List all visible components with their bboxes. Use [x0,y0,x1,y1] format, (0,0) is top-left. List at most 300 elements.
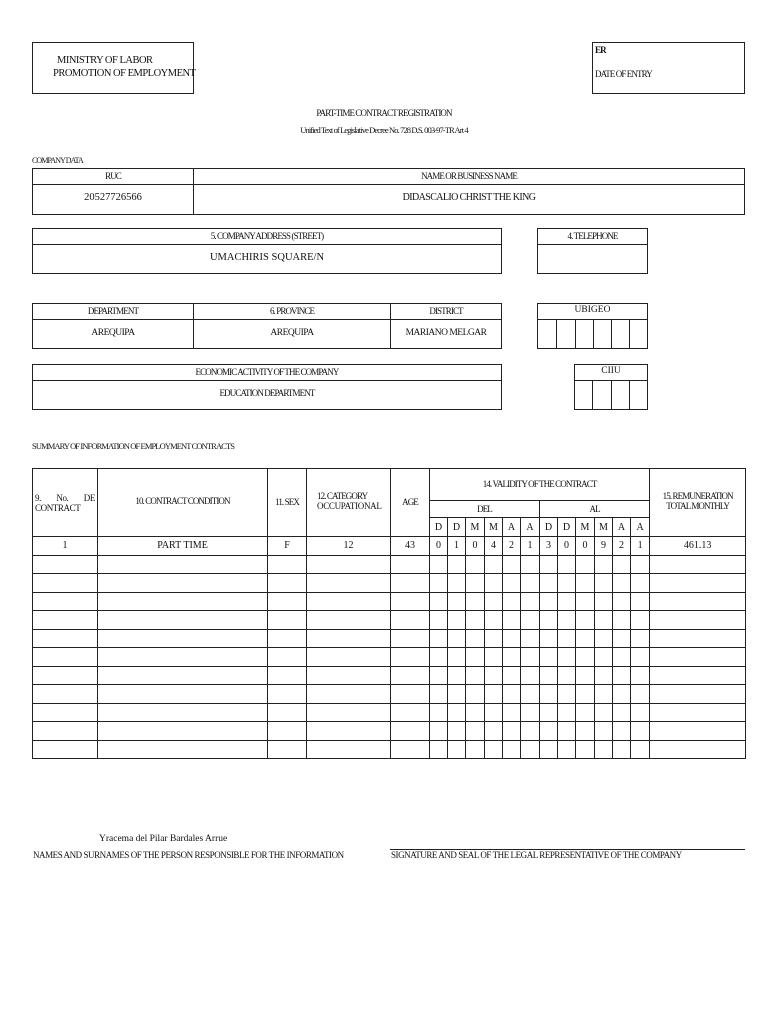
date-letter-cell: D [448,518,466,537]
empty-cell [98,611,268,630]
empty-cell [558,666,576,685]
empty-cell [98,666,268,685]
address-value: UMACHIRIS SQUARE/N [209,252,325,263]
empty-cell [268,722,307,741]
location-box [32,303,502,349]
empty-cell [576,574,595,593]
district-value: MARIANO MELGAR [405,328,487,338]
ministry-name: MINISTRY OF LABOR [57,55,153,66]
table-row-empty [33,740,746,759]
remuneration-cell: 461.13 [650,537,746,556]
empty-cell [485,648,503,667]
empty-cell [33,611,98,630]
empty-cell [503,592,521,611]
responsible-name: Yracema del Pilar Bardales Arrue [99,834,228,844]
date-letter-cell: M [595,518,613,537]
empty-cell [98,574,268,593]
empty-cell [503,555,521,574]
table-row-empty [33,703,746,722]
empty-cell [540,685,558,704]
empty-cell [307,592,391,611]
empty-cell [576,740,595,759]
empty-cell [631,740,650,759]
header-contract-no [33,469,98,537]
header-del-label: DEL [477,503,492,514]
empty-cell [540,648,558,667]
empty-cell [391,740,430,759]
contract-no-cell: 1 [33,537,98,556]
empty-cell [613,666,631,685]
empty-cell [391,685,430,704]
date-letter-cell: M [466,518,485,537]
empty-cell [613,685,631,704]
contracts-table [32,468,746,759]
promotion-name: PROMOTION OF EMPLOYMENT [53,68,196,79]
empty-cell [521,611,540,630]
empty-cell [307,611,391,630]
empty-cell [430,703,448,722]
header-al [540,501,650,518]
empty-cell [631,629,650,648]
ciiu-label: CIIU [601,366,621,376]
address-label: 5. COMPANY ADDRESS (STREET) [210,231,324,241]
header-contract-no-b: No. [56,492,69,503]
sex-cell: F [268,537,307,556]
empty-cell [540,666,558,685]
table-row-empty [33,666,746,685]
empty-cell [576,592,595,611]
empty-cell [558,703,576,722]
table-row-empty [33,574,746,593]
empty-cell [595,666,613,685]
form-subtitle: Unified Text of Legislative Decree No. 728 D.S. 003-97-TR Art 4 [300,125,468,135]
empty-cell [650,629,746,648]
empty-cell [503,703,521,722]
empty-cell [558,555,576,574]
empty-cell [503,574,521,593]
date-letter-cell: A [631,518,650,537]
empty-cell [595,740,613,759]
empty-cell [595,629,613,648]
empty-cell [466,722,485,741]
empty-cell [631,685,650,704]
empty-cell [33,722,98,741]
empty-cell [595,555,613,574]
empty-cell [503,666,521,685]
empty-cell [448,722,466,741]
empty-cell [613,703,631,722]
date-digit-cell: 9 [595,537,613,556]
header-contract-no-a: 9. [35,492,41,503]
date-digit-cell: 3 [540,537,558,556]
empty-cell [391,574,430,593]
responsible-label: NAMES AND SURNAMES OF THE PERSON RESPONSIBLE FOR THE INFORMATION [33,850,344,860]
empty-cell [307,666,391,685]
department-value: AREQUIPA [91,328,135,338]
form-title: PART-TIME CONTRACT REGISTRATION [316,108,452,118]
table-row-empty [33,722,746,741]
empty-cell [595,722,613,741]
address-box [32,228,502,274]
empty-cell [576,611,595,630]
empty-cell [576,666,595,685]
empty-cell [33,648,98,667]
empty-cell [448,685,466,704]
telephone-label: 4. TELEPHONE [567,231,618,241]
empty-cell [595,611,613,630]
empty-cell [307,685,391,704]
empty-cell [503,611,521,630]
empty-cell [650,611,746,630]
empty-cell [650,685,746,704]
empty-cell [98,722,268,741]
empty-cell [485,740,503,759]
empty-cell [521,740,540,759]
date-digit-cell: 1 [521,537,540,556]
empty-cell [430,685,448,704]
activity-box [32,364,502,410]
date-digit-cell: 2 [503,537,521,556]
empty-cell [391,611,430,630]
empty-cell [307,574,391,593]
header-category-b: OCCUPATIONAL [317,501,382,511]
header-remuneration-a: 15. REMUNERATION [662,491,733,501]
ministry-box [32,42,194,94]
empty-cell [576,555,595,574]
empty-cell [631,703,650,722]
empty-cell [466,740,485,759]
empty-cell [503,722,521,741]
empty-cell [521,592,540,611]
empty-cell [430,592,448,611]
empty-cell [430,555,448,574]
empty-cell [391,703,430,722]
activity-value: EDUCATION DEPARTMENT [219,388,315,398]
date-letter-cell: D [540,518,558,537]
empty-cell [268,648,307,667]
empty-cell [485,611,503,630]
empty-cell [521,666,540,685]
empty-cell [466,666,485,685]
date-letter-cell: M [485,518,503,537]
header-age [391,469,430,537]
empty-cell [485,666,503,685]
header-category-a: 12. CATEGORY [317,491,368,501]
empty-cell [448,592,466,611]
empty-cell [448,555,466,574]
empty-cell [268,685,307,704]
date-letter-cell: M [576,518,595,537]
empty-cell [307,703,391,722]
empty-cell [540,574,558,593]
empty-cell [98,703,268,722]
empty-cell [631,592,650,611]
empty-cell [521,629,540,648]
empty-cell [391,722,430,741]
activity-label: ECONOMIC ACTIVITY OF THE COMPANY [195,367,339,377]
header-contract-no-d: CONTRACT [35,502,81,513]
empty-cell [485,592,503,611]
entry-box [592,42,745,94]
header-al-label: AL [589,503,600,514]
empty-cell [485,685,503,704]
empty-cell [430,648,448,667]
summary-label: SUMMARY OF INFORMATION OF EMPLOYMENT CONTRACTS [32,441,235,451]
empty-cell [448,574,466,593]
ubigeo-label: UBIGEO [574,305,611,315]
empty-cell [558,722,576,741]
empty-cell [485,703,503,722]
empty-cell [430,722,448,741]
date-digit-cell: 0 [558,537,576,556]
table-row-empty [33,648,746,667]
date-letter-cell: D [558,518,576,537]
empty-cell [558,685,576,704]
ruc-business-box [32,168,745,215]
empty-cell [448,611,466,630]
date-letter-cell: D [430,518,448,537]
empty-cell [391,555,430,574]
empty-cell [576,629,595,648]
table-row-empty [33,685,746,704]
header-sex [268,469,307,537]
empty-cell [503,648,521,667]
empty-cell [307,722,391,741]
empty-cell [307,629,391,648]
table-row-empty [33,629,746,648]
header-validity [430,469,650,501]
empty-cell [650,703,746,722]
ubigeo-box [537,303,648,349]
empty-cell [98,648,268,667]
empty-cell [558,592,576,611]
empty-cell [558,611,576,630]
business-name-label: NAME OR BUSINESS NAME [421,171,517,181]
empty-cell [540,629,558,648]
district-label: DISTRICT [429,306,463,316]
empty-cell [466,629,485,648]
entry-date-label: DATE OF ENTRY [595,69,652,79]
empty-cell [595,648,613,667]
empty-cell [595,592,613,611]
empty-cell [650,574,746,593]
business-name-value: DIDASCALIO CHRIST THE KING [402,192,536,203]
empty-cell [503,740,521,759]
date-digit-cell: 1 [448,537,466,556]
header-category [307,469,391,537]
empty-cell [650,592,746,611]
empty-cell [98,629,268,648]
date-digit-cell: 0 [466,537,485,556]
age-cell: 43 [391,537,430,556]
empty-cell [98,592,268,611]
empty-cell [307,648,391,667]
date-digit-cell: 2 [613,537,631,556]
empty-cell [466,555,485,574]
empty-cell [521,574,540,593]
empty-cell [430,574,448,593]
empty-cell [613,592,631,611]
empty-cell [503,685,521,704]
empty-cell [613,611,631,630]
empty-cell [595,703,613,722]
empty-cell [33,592,98,611]
empty-cell [33,666,98,685]
department-label: DEPARTMENT [87,306,139,316]
empty-cell [613,648,631,667]
ruc-value: 20527726566 [84,192,142,203]
empty-cell [98,685,268,704]
empty-cell [540,555,558,574]
header-remuneration-b: TOTAL MONTHLY [666,501,730,511]
header-age-label: AGE [402,497,418,507]
empty-cell [448,629,466,648]
empty-cell [650,555,746,574]
empty-cell [650,666,746,685]
empty-cell [631,611,650,630]
empty-cell [650,740,746,759]
empty-cell [650,648,746,667]
empty-cell [576,648,595,667]
empty-cell [558,648,576,667]
category-cell: 12 [307,537,391,556]
empty-cell [595,685,613,704]
date-digit-cell: 0 [576,537,595,556]
empty-cell [631,722,650,741]
empty-cell [268,703,307,722]
empty-cell [558,740,576,759]
empty-cell [485,722,503,741]
date-digit-cell: 0 [430,537,448,556]
empty-cell [521,555,540,574]
empty-cell [448,648,466,667]
empty-cell [268,555,307,574]
empty-cell [650,722,746,741]
empty-cell [613,740,631,759]
empty-cell [576,703,595,722]
empty-cell [430,611,448,630]
date-digit-cell: 1 [631,537,650,556]
telephone-box [537,228,648,274]
empty-cell [540,611,558,630]
empty-cell [268,666,307,685]
empty-cell [33,685,98,704]
empty-cell [540,592,558,611]
header-condition-label: 10. CONTRACT CONDITION [135,496,230,506]
empty-cell [98,555,268,574]
empty-cell [631,666,650,685]
header-del [430,501,540,518]
empty-cell [448,740,466,759]
empty-cell [576,722,595,741]
empty-cell [307,740,391,759]
empty-cell [595,574,613,593]
empty-cell [268,592,307,611]
province-label: 6. PROVINCE [269,306,315,316]
empty-cell [613,722,631,741]
table-row-empty [33,592,746,611]
empty-cell [631,648,650,667]
empty-cell [33,629,98,648]
empty-cell [268,740,307,759]
empty-cell [540,740,558,759]
empty-cell [33,555,98,574]
empty-cell [268,629,307,648]
header-condition [98,469,268,537]
header-validity-label: 14. VALIDITY OF THE CONTRACT [482,479,597,489]
empty-cell [466,648,485,667]
empty-cell [540,703,558,722]
empty-cell [485,574,503,593]
empty-cell [448,703,466,722]
empty-cell [558,629,576,648]
empty-cell [33,574,98,593]
empty-cell [268,574,307,593]
ciiu-box [574,364,648,410]
empty-cell [391,629,430,648]
empty-cell [521,685,540,704]
empty-cell [307,555,391,574]
empty-cell [558,574,576,593]
date-letter-cell: A [613,518,631,537]
empty-cell [430,666,448,685]
header-remuneration [650,469,746,537]
empty-cell [576,685,595,704]
header-contract-no-c: DE [83,492,95,503]
empty-cell [430,740,448,759]
header-sex-label: 11. SEX [275,497,299,507]
empty-cell [631,574,650,593]
date-digit-cell: 4 [485,537,503,556]
empty-cell [540,722,558,741]
ruc-label: RUC [105,171,121,181]
empty-cell [430,629,448,648]
empty-cell [391,648,430,667]
empty-cell [466,685,485,704]
date-letter-cell: A [503,518,521,537]
entry-code-label: ER [595,45,606,55]
table-row [33,537,746,556]
empty-cell [268,611,307,630]
condition-cell: PART TIME [98,537,268,556]
empty-cell [521,648,540,667]
empty-cell [521,722,540,741]
empty-cell [521,703,540,722]
empty-cell [613,629,631,648]
empty-cell [631,555,650,574]
table-row-empty [33,555,746,574]
empty-cell [33,703,98,722]
province-value: AREQUIPA [270,328,314,338]
empty-cell [503,629,521,648]
empty-cell [391,666,430,685]
empty-cell [391,592,430,611]
empty-cell [613,555,631,574]
company-data-label: COMPANY DATA [32,156,83,165]
table-row-empty [33,611,746,630]
empty-cell [466,703,485,722]
empty-cell [448,666,466,685]
empty-cell [98,740,268,759]
signature-label: SIGNATURE AND SEAL OF THE LEGAL REPRESENTATIVE OF THE COMPANY [391,850,682,860]
empty-cell [33,740,98,759]
empty-cell [485,629,503,648]
empty-cell [466,574,485,593]
empty-cell [485,555,503,574]
empty-cell [466,592,485,611]
empty-cell [466,611,485,630]
date-letter-cell: A [521,518,540,537]
